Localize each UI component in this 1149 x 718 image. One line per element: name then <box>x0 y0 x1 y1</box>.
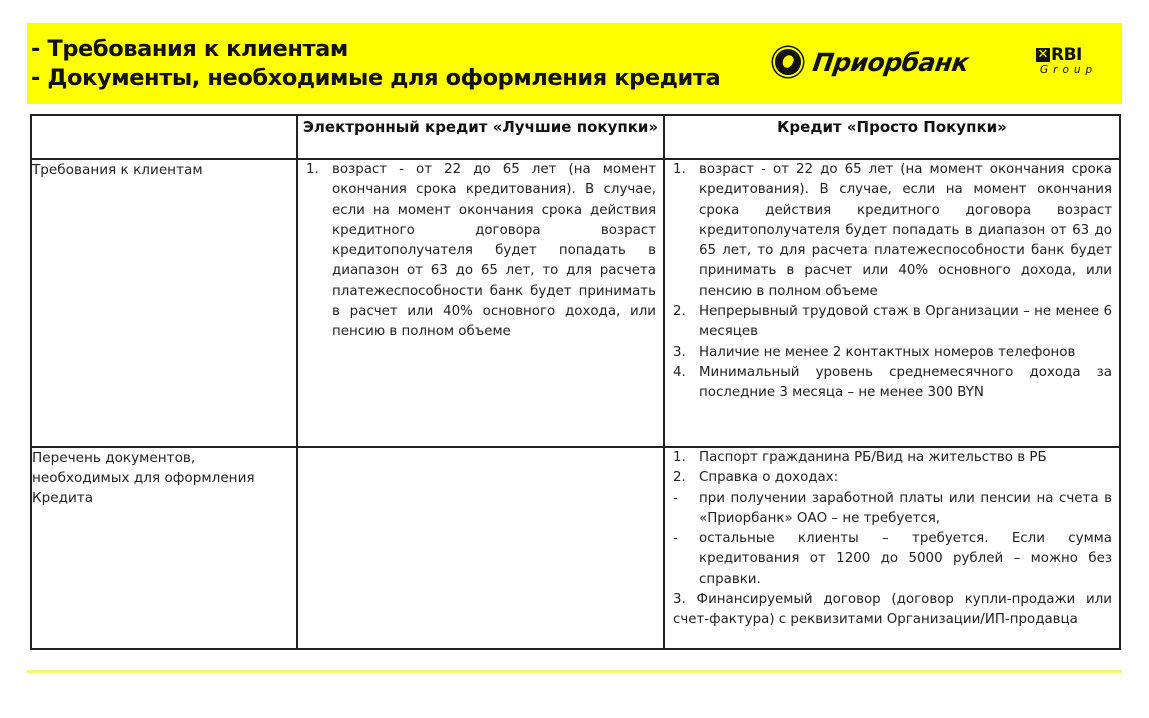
priorbank-emblem-icon <box>773 47 803 77</box>
list-number: 4. <box>673 364 686 380</box>
priorbank-logo <box>773 47 971 77</box>
banner-titles <box>31 35 720 93</box>
list-item-text: возраст - от 22 до 65 лет (на момент окончания срока кредитования). В случае, если на момент окончания срока действия кредитного договора возраст кредитополучателя будет попадать в диапазон от 63 до 65 лет, то для расчета платежеспособности банк будет принимать в расчет или 40% основного дохода, или пенсию в полном объеме <box>332 162 656 340</box>
rbi-cross-icon: ✕ <box>1037 47 1049 62</box>
list-item-text: Наличие не менее 2 контактных номеров телефонов <box>699 344 1076 360</box>
list-item <box>673 448 1112 468</box>
list-item-text: при получении заработной платы или пенсии на счета в «Приорбанк» ОАО – не требуется, <box>699 490 1112 526</box>
header-electronic-credit: Электронный кредит «Лучшие покупки» <box>297 115 664 159</box>
list-item-text: Непрерывный трудовой стаж в Организации – не менее 6 месяцев <box>699 304 1112 340</box>
cell-documents-prosto <box>664 447 1120 649</box>
list-item <box>673 363 1112 404</box>
list-item <box>673 468 1112 488</box>
list-item <box>673 529 1112 590</box>
list-number: 2. <box>673 470 686 486</box>
list-number: 1. <box>306 162 319 177</box>
list-number: 1. <box>673 162 686 177</box>
list-item <box>306 160 656 343</box>
list-number: 1. <box>673 450 686 465</box>
list-item <box>673 160 1112 302</box>
list-number: 2. <box>673 304 686 320</box>
header-empty <box>31 115 297 159</box>
title-banner <box>27 23 1122 104</box>
list-item-text: возраст - от 22 до 65 лет (на момент окончания срока кредитования). В случае, если на момент окончания срока действия кредитного договора возраст кредитополучателя будет попадать в диапазон от 63 до 65 лет, то для расчета платежеспособности банк будет принимать в расчет или 40% основного дохода, или пенсию в полном объеме <box>699 162 1112 299</box>
row-label-requirements: Требования к клиентам <box>31 159 297 447</box>
table-row-documents <box>31 447 1120 649</box>
list-item-text: остальные клиенты – требуется. Если сумма кредитования от 1200 до 5000 рублей – можно без справки. <box>699 531 1112 587</box>
cell-requirements-electronic <box>297 159 664 447</box>
rbi-wordmark: RBI <box>1051 45 1082 65</box>
rbi-group-label: Group <box>1040 64 1098 76</box>
cell-requirements-prosto <box>664 159 1120 447</box>
list-item-text: Минимальный уровень среднемесячного дохода за последние 3 месяца – не менее 300 BYN <box>699 364 1112 401</box>
priorbank-wordmark: Приорбанк <box>810 47 971 77</box>
footer-divider <box>27 670 1122 673</box>
cell-documents-electronic <box>297 447 664 649</box>
list-item-text: Справка о доходах: <box>699 470 839 486</box>
bullet-dash: - <box>673 490 678 506</box>
bullet-dash: - <box>673 531 678 547</box>
list-item <box>673 343 1112 363</box>
row-label-documents: Перечень документов, необходимых для оформления Кредита <box>31 447 297 649</box>
list-number: 3. <box>673 344 686 360</box>
table-header-row <box>31 115 1120 159</box>
list-item <box>673 489 1112 530</box>
list-item <box>673 302 1112 343</box>
banner-title-line-1: - Требования к клиентам <box>31 36 348 62</box>
documents-item-contract: 3. Финансируемый договор (договор купли-продажи или счет-фактура) с реквизитами Организации/ИП-продавца <box>673 592 1112 628</box>
header-prosto-pokupki: Кредит «Просто Покупки» <box>664 115 1120 159</box>
list-item-text: Паспорт гражданина РБ/Вид на жительство в РБ <box>699 450 1047 465</box>
banner-title-line-2: - Документы, необходимые для оформления кредита <box>31 65 721 91</box>
table-row-requirements <box>31 159 1120 447</box>
credit-comparison-table <box>30 114 1121 650</box>
rbi-group-logo <box>1036 47 1106 76</box>
